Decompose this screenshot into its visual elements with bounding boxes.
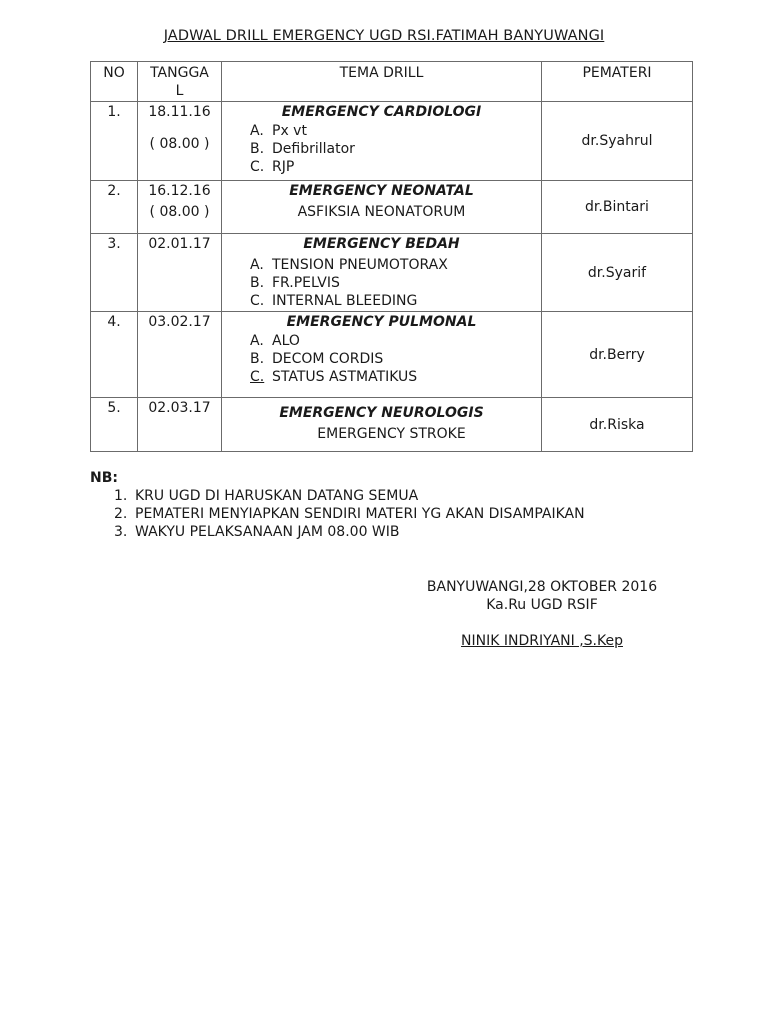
row-tema-cell: [222, 234, 542, 312]
row-pemateri: dr.Berry: [542, 312, 693, 398]
row-tema-cell: [222, 181, 542, 234]
signature-position: Ka.Ru UGD RSIF: [486, 597, 598, 613]
list-item: 3. WAKYU PELAKSANAAN JAM 08.00 WIB: [114, 524, 400, 540]
list-item: C. RJP: [250, 159, 295, 175]
row-time: ( 08.00 ): [149, 136, 210, 152]
row-no: 1.: [91, 102, 138, 181]
signature-name: NINIK INDRIYANI ,S.Kep: [461, 633, 623, 649]
list-item: A. Px vt: [250, 123, 307, 139]
row-no: 3.: [91, 234, 138, 312]
table-row: [91, 312, 693, 398]
schedule-table: [90, 61, 693, 452]
row-tema-cell: [222, 312, 542, 398]
row-pemateri: dr.Syahrul: [542, 102, 693, 181]
table-row: [91, 398, 693, 452]
row-tema-title: EMERGENCY NEONATAL: [289, 183, 474, 199]
header-tema: TEMA DRILL: [222, 62, 542, 102]
header-tanggal: [138, 62, 222, 102]
row-pemateri: dr.Syarif: [542, 234, 693, 312]
document-title: JADWAL DRILL EMERGENCY UGD RSI.FATIMAH BANYUWANGI: [163, 28, 605, 44]
row-no: 5.: [91, 398, 138, 452]
row-no: 4.: [91, 312, 138, 398]
list-item: C. INTERNAL BLEEDING: [250, 293, 418, 309]
row-date: 16.12.16: [148, 183, 211, 199]
list-item: B. DECOM CORDIS: [250, 351, 384, 367]
row-tema-list: [222, 122, 541, 176]
list-item: A. TENSION PNEUMOTORAX: [250, 257, 448, 273]
notes-label: NB:: [90, 470, 118, 486]
list-item: 1. KRU UGD DI HARUSKAN DATANG SEMUA: [114, 488, 419, 504]
row-pemateri: dr.Bintari: [542, 181, 693, 234]
row-tema-list: [222, 332, 541, 386]
row-date-cell: [138, 234, 222, 312]
row-no: 2.: [91, 181, 138, 234]
row-tema-list: [222, 256, 541, 310]
row-date-cell: [138, 181, 222, 234]
row-tema-sub: EMERGENCY STROKE: [317, 426, 466, 442]
list-item: C. STATUS ASTMATIKUS: [250, 369, 418, 385]
list-item: A. ALO: [250, 333, 300, 349]
signature-block: [400, 578, 684, 650]
row-tema-title: EMERGENCY NEUROLOGIS: [279, 405, 484, 421]
table-row: [91, 181, 693, 234]
table-header-row: [91, 62, 693, 102]
table-row: [91, 102, 693, 181]
row-tema-cell: [222, 102, 542, 181]
row-tema-sub: ASFIKSIA NEONATORUM: [297, 204, 466, 220]
row-date-cell: [138, 102, 222, 181]
list-item: B. FR.PELVIS: [250, 275, 340, 291]
header-tanggal-line1: TANGGA: [150, 65, 209, 81]
row-date: 02.01.17: [148, 236, 211, 252]
row-tema-title: EMERGENCY PULMONAL: [286, 314, 477, 330]
signature-place-date: BANYUWANGI,28 OKTOBER 2016: [426, 579, 658, 595]
list-item: B. Defibrillator: [250, 141, 355, 157]
row-date: 02.03.17: [148, 400, 211, 416]
header-pemateri: PEMATERI: [542, 62, 693, 102]
header-no: NO: [91, 62, 138, 102]
row-date-cell: [138, 398, 222, 452]
row-date: 18.11.16: [148, 104, 211, 120]
row-tema-title: EMERGENCY CARDIOLOGI: [281, 104, 482, 120]
table-row: [91, 234, 693, 312]
row-date-cell: [138, 312, 222, 398]
notes-block: [90, 470, 585, 541]
header-tanggal-line2: L: [175, 83, 184, 99]
notes-list: [90, 487, 585, 541]
row-time: ( 08.00 ): [149, 204, 210, 220]
list-item: 2. PEMATERI MENYIAPKAN SENDIRI MATERI YG AKAN DISAMPAIKAN: [114, 506, 585, 522]
row-tema-cell: [222, 398, 542, 452]
row-tema-title: EMERGENCY BEDAH: [303, 236, 460, 252]
row-pemateri: dr.Riska: [542, 398, 693, 452]
row-date: 03.02.17: [148, 314, 211, 330]
